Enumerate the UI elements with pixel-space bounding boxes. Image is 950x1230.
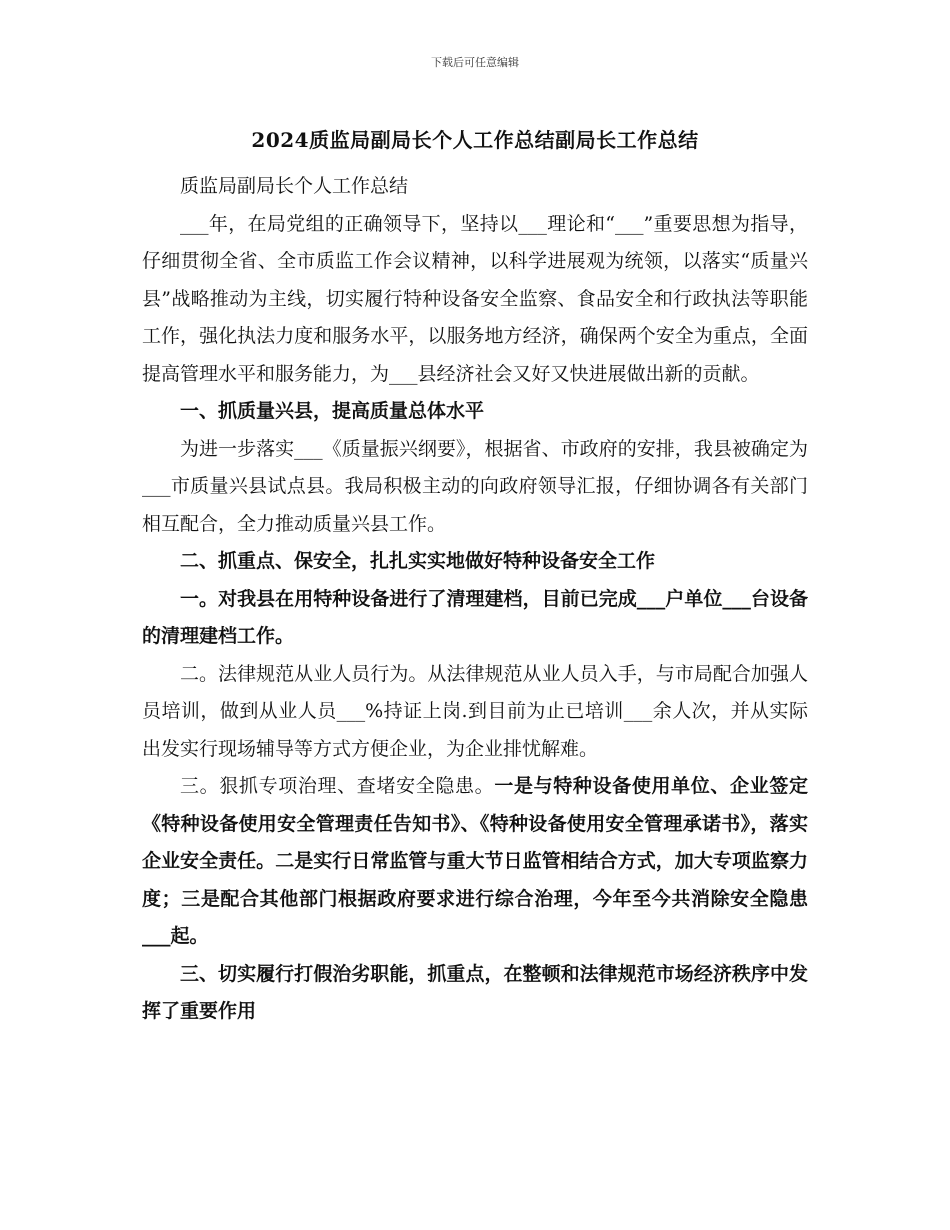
document-body bbox=[142, 168, 808, 1031]
section-heading-1: 一、抓质量兴县，提高质量总体水平 bbox=[180, 400, 485, 422]
section-1-paragraph: 为进一步落实___《质量振兴纲要》，根据省、市政府的安排，我县被确定为___市质量兴县试点县。我局积极主动的向政府领导汇报，仔细协调各有关部门相互配合，全力推动质量兴县工作。 bbox=[142, 437, 808, 535]
section-heading-3: 三、切实履行打假治劣职能，抓重点，在整顿和法律规范市场经济秩序中发挥了重要作用 bbox=[142, 962, 808, 1022]
intro-paragraph: ___年，在局党组的正确领导下，坚持以___理论和“___”重要思想为指导，仔细贯彻全省、全市质监工作会议精神，以科学进展观为统领，以落实“质量兴县”战略推动为主线，切实履行特种设备安全监察、食品安全和行政执法等职能工作，强化执法力度和服务水平，以服务地方经济，确保两个安全为重点，全面提高管理水平和服务能力，为___县经济社会又好又快进展做出新的贡献。 bbox=[142, 212, 808, 385]
subtitle-paragraph: 质监局副局长个人工作总结 bbox=[180, 175, 409, 197]
section-2-item-3-detail: 一是与特种设备使用单位、企业签定《特种设备使用安全管理责任告知书》、《特种设备使用安全管理承诺书》，落实企业安全责任。二是实行日常监管与重大节日监管相结合方式，加大专项监察力度；三是配合其他部门根据政府要求进行综合治理，今年至今共消除安全隐患___起。 bbox=[142, 775, 808, 947]
section-2-item-1: 一。对我县在用特种设备进行了清理建档，目前已完成___户单位___台设备的清理建档工作。 bbox=[142, 587, 808, 647]
section-2-item-3 bbox=[142, 768, 808, 956]
header-note: 下载后可任意编辑 bbox=[431, 56, 519, 69]
section-heading-2: 二、抓重点、保安全，扎扎实实地做好特种设备安全工作 bbox=[180, 550, 656, 572]
document-title: 2024质监局副局长个人工作总结副局长工作总结 bbox=[251, 128, 699, 152]
section-2-item-2: 二。法律规范从业人员行为。从法律规范从业人员入手，与市局配合加强人员培训，做到从业人员___%持证上岗.到目前为止已培训___余人次，并从实际出发实行现场辅导等方式方便企业，为企业排忧解难。 bbox=[142, 662, 808, 760]
section-2-item-3-lead: 三。狠抓专项治理、查堵安全隐患。 bbox=[180, 775, 495, 797]
